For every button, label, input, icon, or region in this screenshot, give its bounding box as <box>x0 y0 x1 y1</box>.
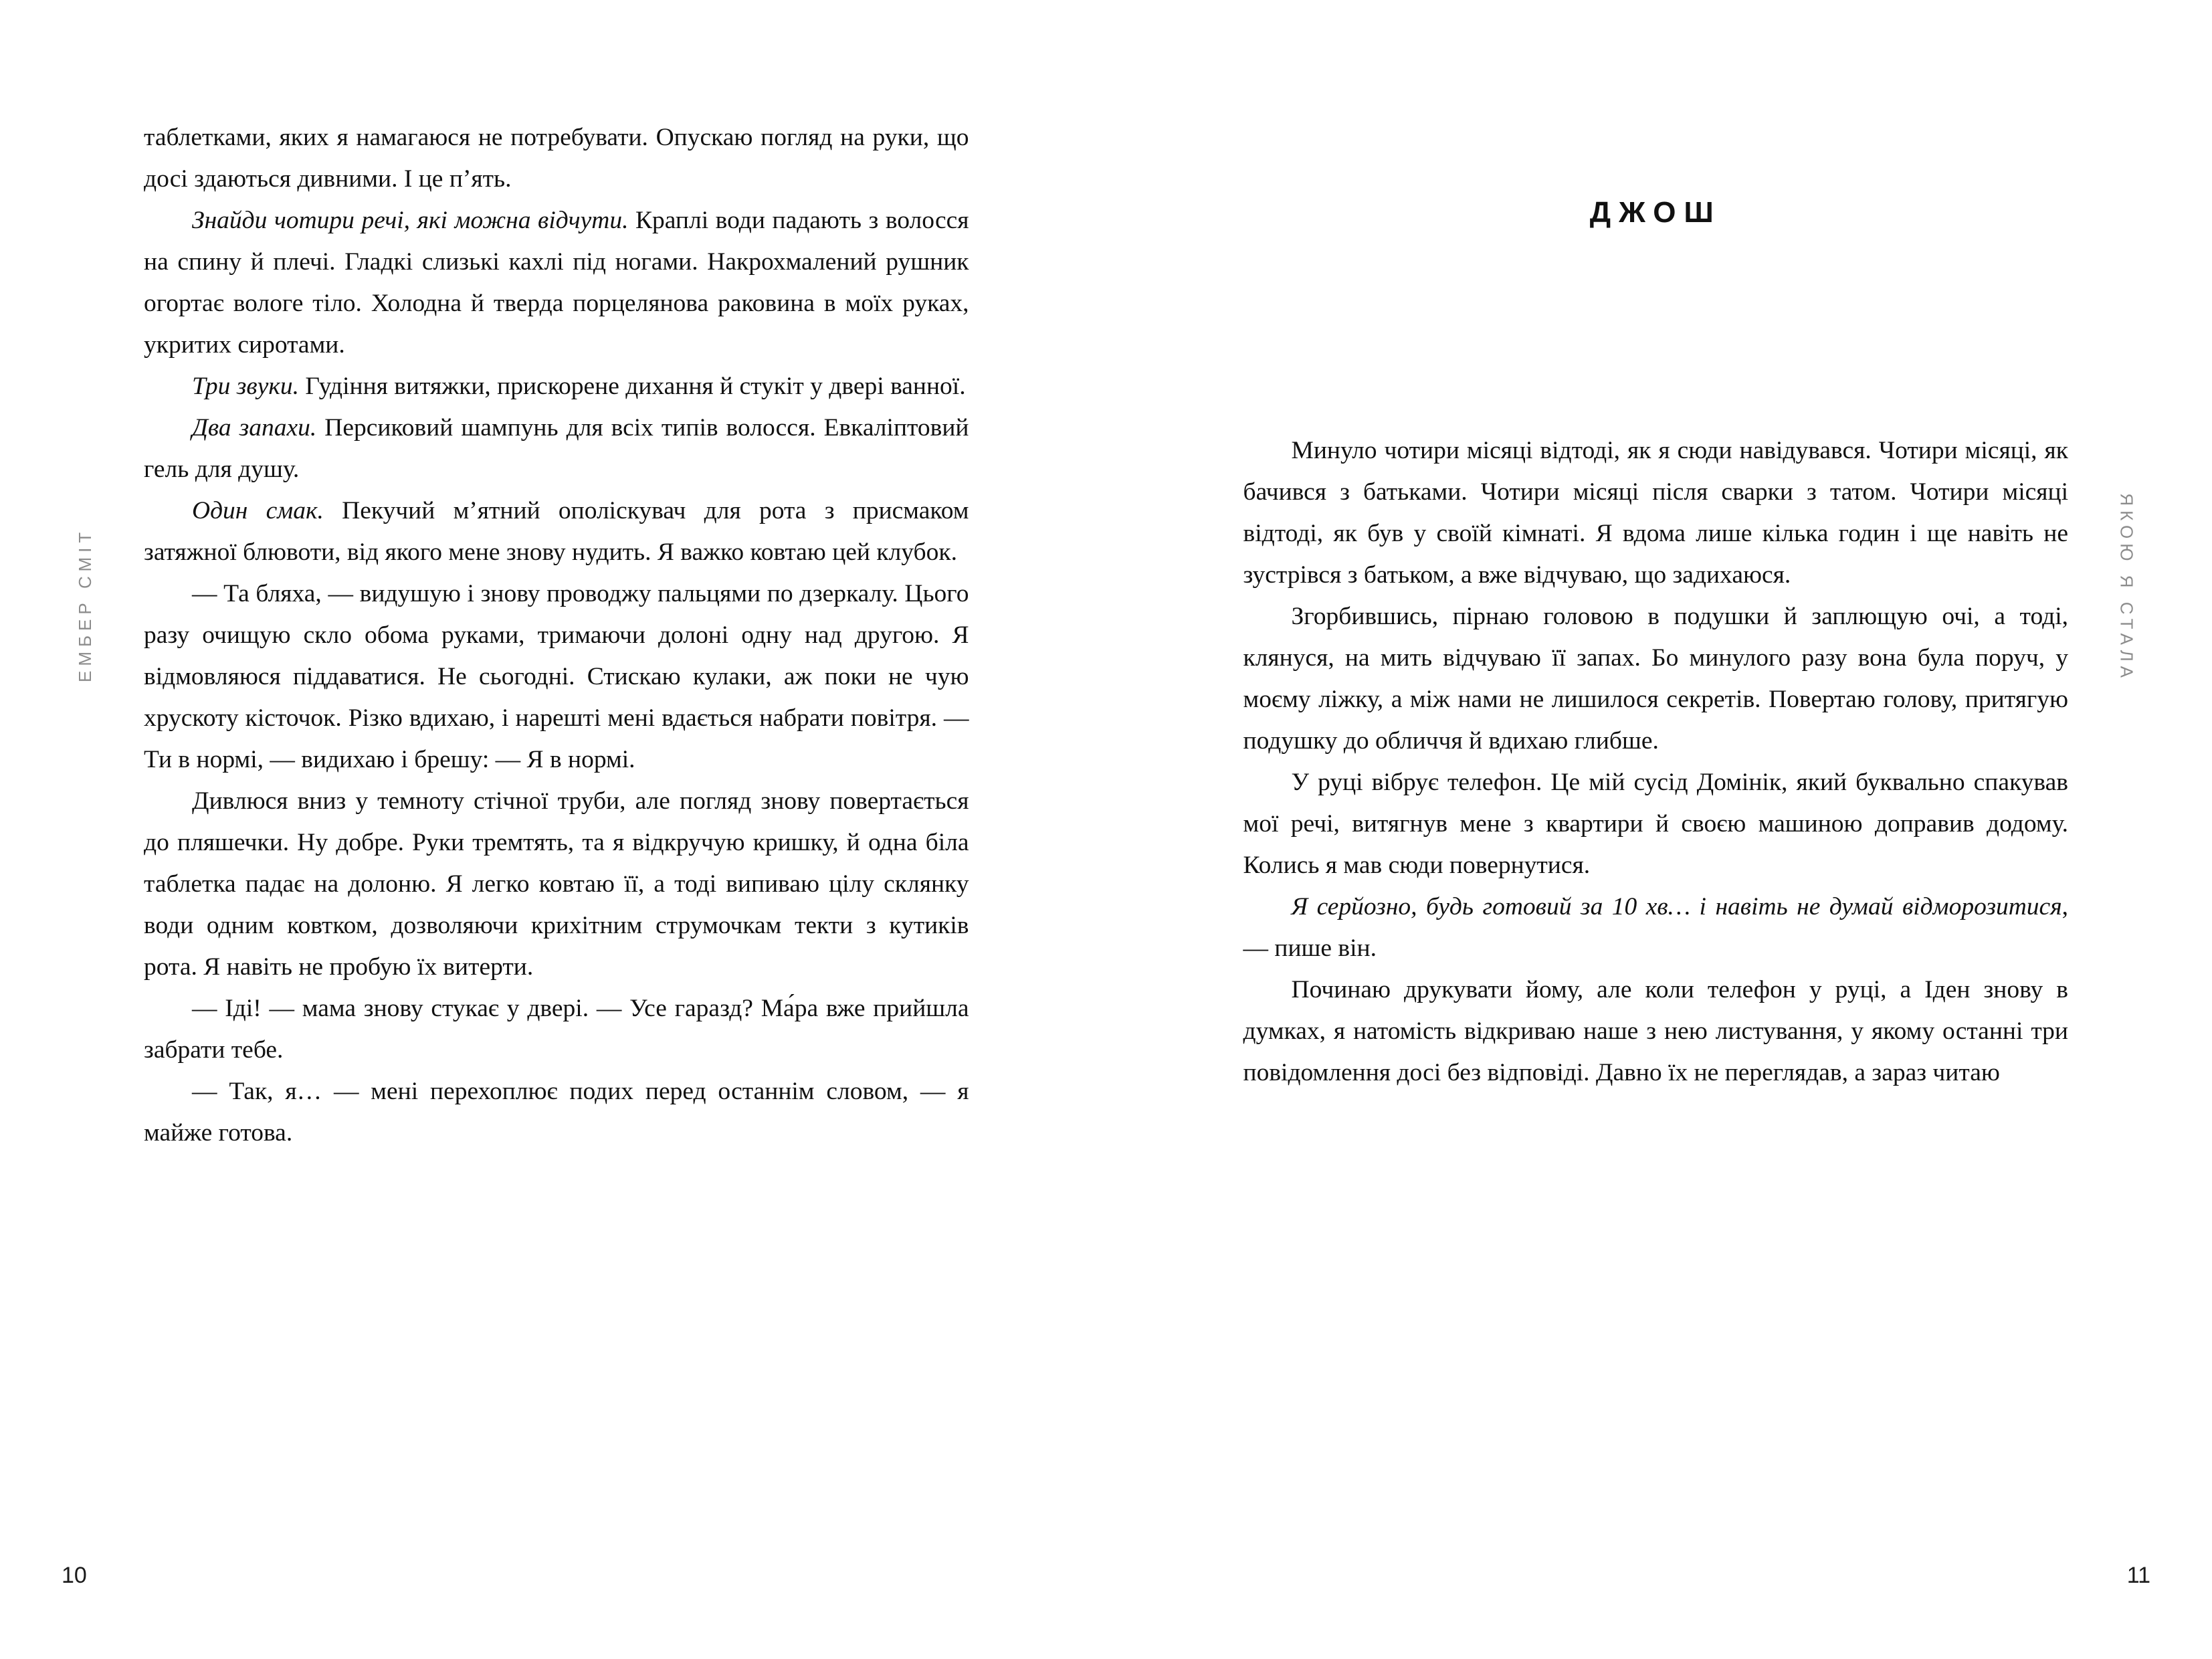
italic-lead: Я серйозно, будь готовий за 10 хв… і навіть не думай відморозитися <box>1291 893 2062 920</box>
left-page-body <box>144 117 969 1154</box>
chapter-title: ДЖОШ <box>1589 196 1722 229</box>
right-page <box>1106 0 2212 1659</box>
paragraph: Два запахи. Персиковий шампунь для всіх типів волосся. Евкаліптовий гель для душу. <box>144 414 969 483</box>
paragraph: таблетками, яких я намагаюся не потребувати. Опускаю погляд на руки, що досі здаються дивними. І це п’ять. <box>144 124 969 193</box>
italic-lead: Один смак. <box>192 497 324 524</box>
italic-lead: Три звуки. <box>192 373 300 400</box>
paragraph: Починаю друкувати йому, але коли телефон у руці, а Іден знову в думках, я натомість відкриваю наше з нею листування, у якому останні три повідомлення досі без відповіді. Давно їх не переглядав, а зараз читаю <box>1243 976 2068 1086</box>
right-page-body <box>1243 430 2069 1094</box>
page-number-left: 10 <box>62 1563 87 1588</box>
running-head-title: ЯКОЮ Я СТАЛА <box>2117 493 2137 682</box>
paragraph: Минуло чотири місяці відтоді, як я сюди навідувався. Чотири місяці, як бачився з батьками. Чотири місяці після сварки з татом. Чотири місяці відтоді, як був у своїй кімнаті. Я вдома лише кілька годин і ще навіть не зустрівся з батьком, а вже відчуваю, що задихаюся. <box>1243 437 2068 589</box>
paragraph: Згорбившись, пірнаю головою в подушки й заплющую очі, а тоді, клянуся, на мить відчуваю її запах. Бо минулого разу вона була поруч, у моєму ліжку, а між нами не лишилося секретів. Повертаю голову, притягую подушку до обличчя й вдихаю глибше. <box>1243 603 2068 755</box>
page-number-right: 11 <box>2126 1563 2150 1588</box>
paragraph: Дивлюся вниз у темноту стічної труби, але погляд знову повертається до пляшечки. Ну добре. Руки тремтять, та я відкручую кришку, й одна біла таблетка падає на долоню. Я легко ковтаю її, а тоді випиваю цілу склянку води одним ковтком, дозволяючи крихітним струмочкам текти з кутиків рота. Я навіть не пробую їх витерти. <box>144 787 969 981</box>
running-head-author: ЕМБЕР СМІТ <box>75 527 95 682</box>
paragraph: — Та бляха, — видушую і знову проводжу пальцями по дзеркалу. Цього разу очищую скло обома руками, тримаючи долоні одну над другою. Я відмовляюся піддаватися. Не сьогодні. Стискаю кулаки, аж поки не чую хрускоту кісточок. Різко вдихаю, і нарешті мені вдається набрати повітря. — Ти в нормі, — видихаю і брешу: — Я в нормі. <box>144 580 969 773</box>
paragraph: — Так, я… — мені перехоплює подих перед останнім словом, — я майже готова. <box>144 1078 969 1147</box>
paragraph: — Іді! — мама знову стукає у двері. — Усе гаразд? Ма́ра вже прийшла забрати тебе. <box>144 995 969 1064</box>
paragraph: У руці вібрує телефон. Це мій сусід Домінік, який буквально спакував мої речі, витягнув мене з квартири й своєю машиною доправив додому. Колись я мав сюди повернутися. <box>1243 769 2068 879</box>
paragraph: Я серйозно, будь готовий за 10 хв… і навіть не думай відморозитися, — пише він. <box>1243 893 2068 962</box>
italic-lead: Два запахи. <box>192 414 317 442</box>
chapter-spacer <box>1243 229 2069 430</box>
paragraph: Один смак. Пекучий м’ятний ополіскувач для рота з присмаком затяжної блювоти, від якого мене знову нудить. Я важко ковтаю цей клубок. <box>144 497 969 566</box>
paragraph: Знайди чотири речі, які можна відчути. Краплі води падають з волосся на спину й плечі. Гладкі слизькі кахлі під ногами. Накрохмалений рушник огортає вологе тіло. Холодна й тверда порцелянова раковина в моїх руках, укритих сиротами. <box>144 207 969 359</box>
italic-lead: Знайди чотири речі, які можна відчути. <box>192 207 629 234</box>
paragraph: Три звуки. Гудіння витяжки, прискорене дихання й стукіт у двері ванної. <box>192 373 966 400</box>
